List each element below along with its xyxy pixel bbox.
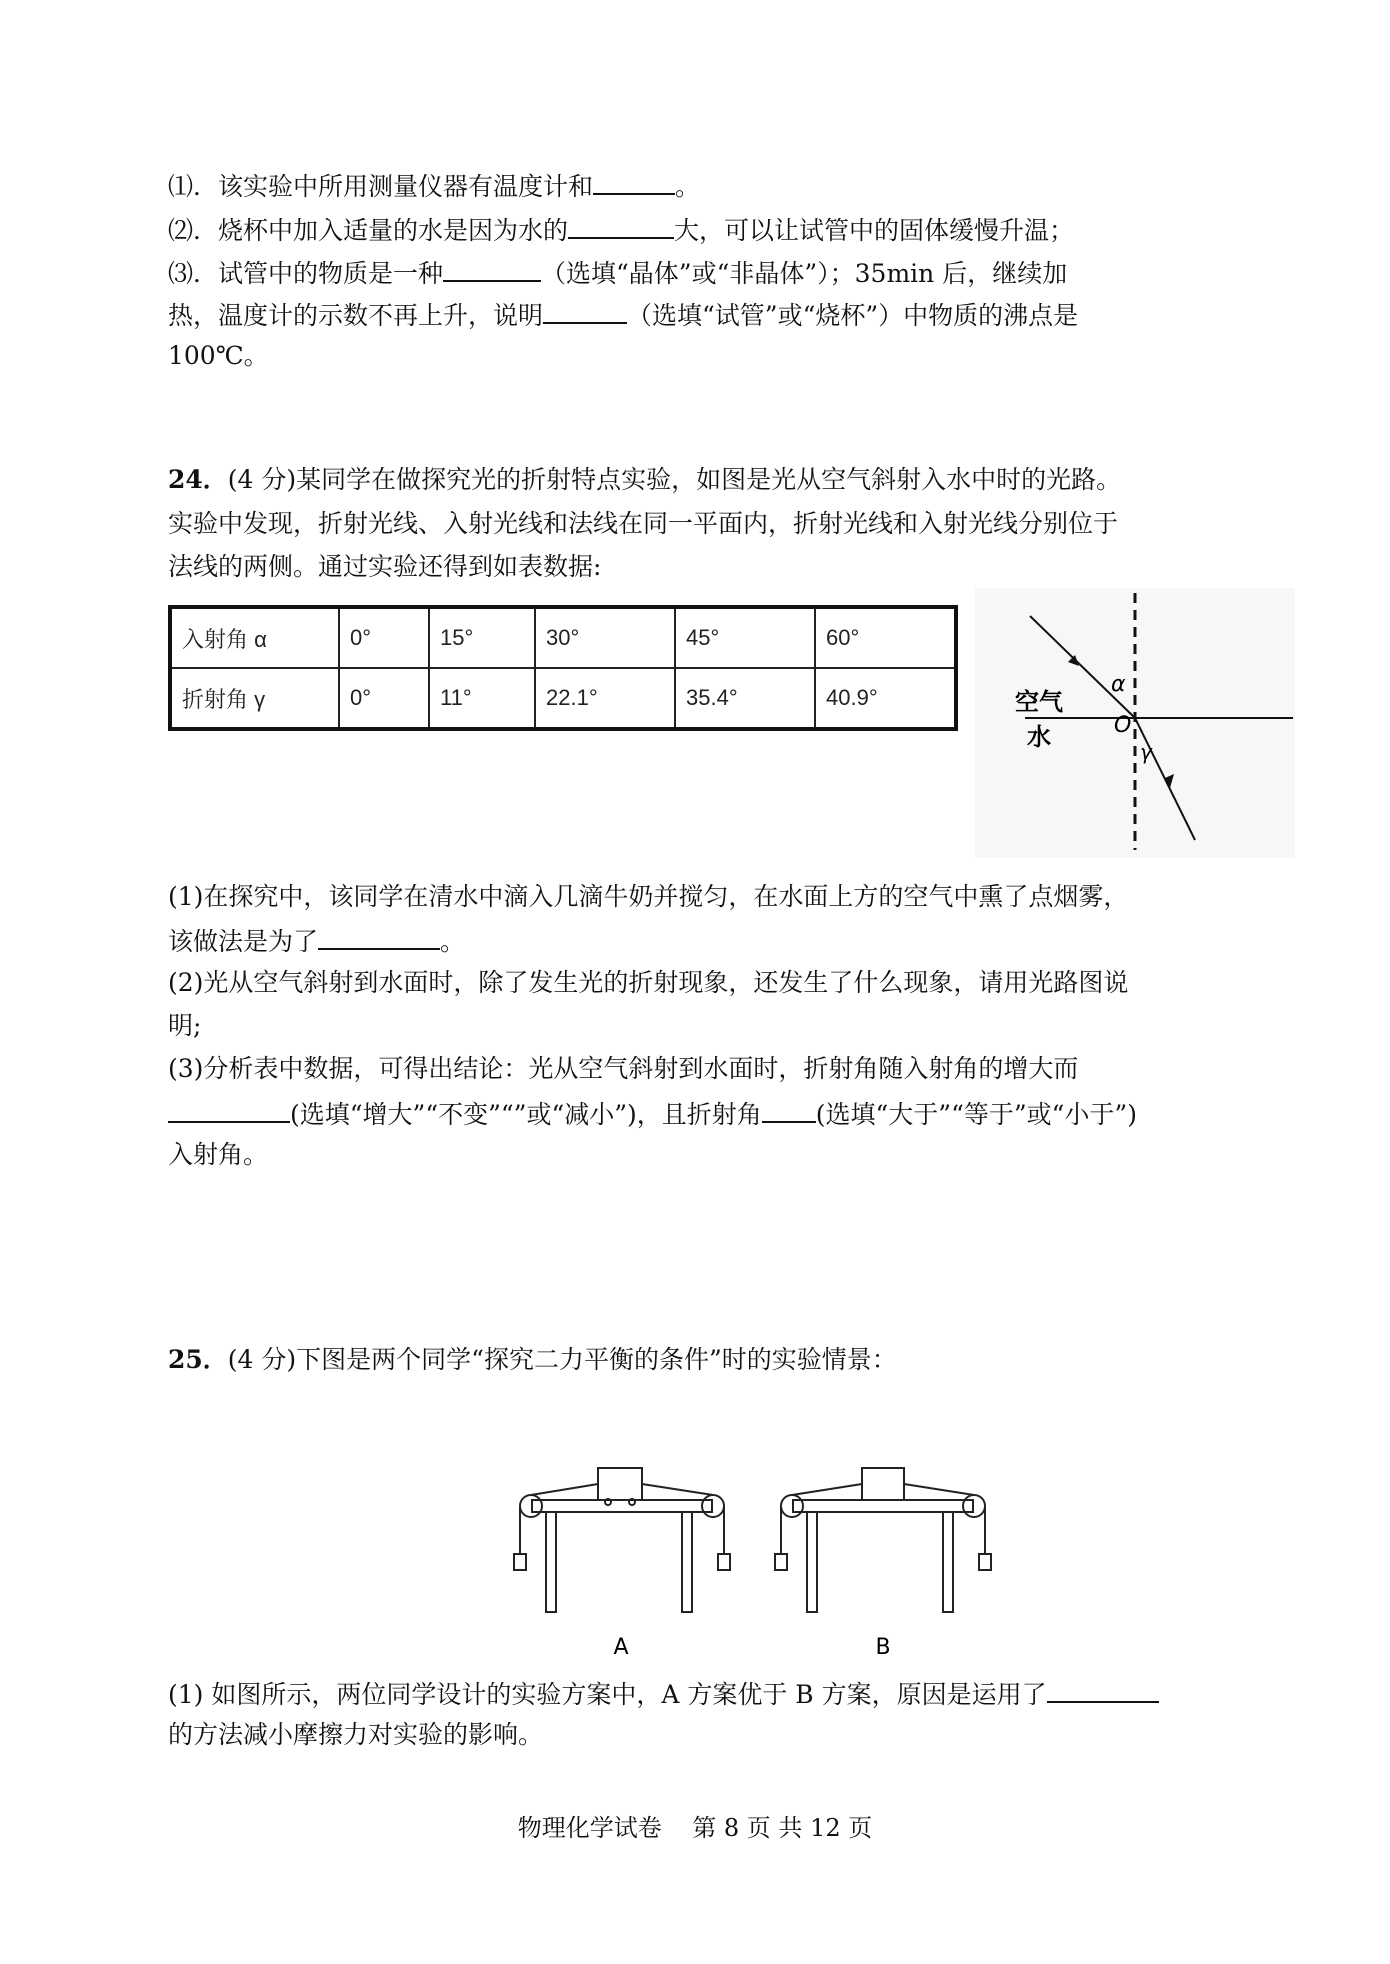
string xyxy=(642,1484,713,1495)
balance-apparatus-diagram xyxy=(510,1455,1020,1665)
table-cell: 45° xyxy=(675,607,815,668)
table-top xyxy=(793,1500,973,1512)
q23-part3: ⑶．试管中的物质是一种 （选填“晶体”或“非晶体”）；35min 后，继续加 xyxy=(168,254,1067,291)
page-footer: 物理化学试卷 第 8 页 共 12 页 xyxy=(517,1814,873,1842)
apparatus-b xyxy=(775,1468,991,1612)
weight-icon xyxy=(775,1554,787,1570)
string xyxy=(531,1484,598,1495)
table-cell: 0° xyxy=(339,607,429,668)
q25-sub1-cont: 的方法减小摩擦力对实验的影响。 xyxy=(168,1720,544,1749)
q24-sub1: (1)在探究中，该同学在清水中滴入几滴牛奶并搅匀，在水面上方的空气中熏了点烟雾， xyxy=(168,882,1129,911)
wheel-icon xyxy=(629,1499,635,1505)
answer-blank[interactable] xyxy=(543,296,627,324)
q24-sub2-cont: 明; xyxy=(168,1011,202,1040)
table-cell: 35.4° xyxy=(675,668,815,729)
answer-blank[interactable] xyxy=(1047,1675,1159,1703)
table-row xyxy=(170,668,956,729)
answer-blank[interactable] xyxy=(593,167,675,195)
table-leg xyxy=(807,1512,817,1612)
q25-stem: 25．(4 分)下图是两个同学“探究二力平衡的条件”时的实验情景： xyxy=(168,1345,897,1374)
label-a: A xyxy=(613,1635,629,1660)
table-cell: 15° xyxy=(429,607,535,668)
alpha-label: α xyxy=(1111,672,1126,697)
angle-data-table xyxy=(168,605,958,731)
q23-part1: ⑴．该实验中所用测量仪器有温度计和 。 xyxy=(168,167,700,204)
q24-stem-line2: 实验中发现，折射光线、入射光线和法线在同一平面内，折射光线和入射光线分别位于 xyxy=(168,509,1119,538)
string xyxy=(904,1484,974,1495)
weight-icon xyxy=(718,1554,730,1570)
table-cell: 11° xyxy=(429,668,535,729)
label-b: B xyxy=(875,1635,891,1660)
wheel-icon xyxy=(605,1499,611,1505)
table-row xyxy=(170,607,956,668)
table-cell: 22.1° xyxy=(535,668,675,729)
table-leg xyxy=(943,1512,953,1612)
q24-sub2: (2)光从空气斜射到水面时，除了发生光的折射现象，还发生了什么现象，请用光路图说 xyxy=(168,968,1129,997)
q24-sub3-end: 入射角。 xyxy=(168,1140,269,1169)
gamma-label: γ xyxy=(1140,740,1152,764)
q24-sub1-cont: 该做法是为了 。 xyxy=(168,922,465,959)
o-label: O xyxy=(1114,713,1132,738)
refraction-diagram xyxy=(975,588,1295,858)
table-cell: 0° xyxy=(339,668,429,729)
table-cell: 折射角 γ xyxy=(170,668,339,729)
answer-blank[interactable] xyxy=(168,1095,290,1123)
q23-part3-cont: 热，温度计的示数不再上升，说明 （选填“试管”或“烧杯”）中物质的沸点是 xyxy=(168,296,1078,333)
table-leg xyxy=(682,1512,692,1612)
wooden-block xyxy=(862,1468,904,1500)
answer-blank[interactable] xyxy=(568,211,674,239)
table-cell: 40.9° xyxy=(815,668,956,729)
question-number: 25． xyxy=(168,1345,228,1374)
q24-stem-line3: 法线的两侧。通过实验还得到如表数据: xyxy=(168,552,602,581)
apparatus-a xyxy=(514,1468,730,1612)
q24-sub3-cont: (选填“增大”“不变”“”或“减小”)，且折射角 (选填“大于”“等于”或“小于”) xyxy=(168,1095,1137,1132)
q24-sub3: (3)分析表中数据，可得出结论：光从空气斜射到水面时，折射角随入射角的增大而 xyxy=(168,1054,1079,1083)
q23-part2: ⑵．烧杯中加入适量的水是因为水的 大，可以让试管中的固体缓慢升温； xyxy=(168,211,1074,248)
q25-sub1: (1) 如图所示，两位同学设计的实验方案中，A 方案优于 B 方案，原因是运用了 xyxy=(168,1675,1159,1712)
question-number: 24． xyxy=(168,465,228,494)
air-label: 空气 xyxy=(1015,688,1063,716)
table-top xyxy=(532,1500,712,1512)
table-cell: 入射角 α xyxy=(170,607,339,668)
q23-part3-end: 100℃。 xyxy=(168,341,269,370)
weight-icon xyxy=(979,1554,991,1570)
table-cell: 60° xyxy=(815,607,956,668)
table-leg xyxy=(546,1512,556,1612)
cart-block xyxy=(598,1468,642,1500)
answer-blank[interactable] xyxy=(443,254,541,282)
string xyxy=(792,1484,862,1495)
table-cell: 30° xyxy=(535,607,675,668)
water-label: 水 xyxy=(1027,723,1051,751)
weight-icon xyxy=(514,1554,526,1570)
answer-blank[interactable] xyxy=(318,922,440,950)
answer-blank[interactable] xyxy=(762,1095,816,1123)
q24-stem-line1: 24．(4 分)某同学在做探究光的折射特点实验，如图是光从空气斜射入水中时的光路。 xyxy=(168,465,1122,494)
